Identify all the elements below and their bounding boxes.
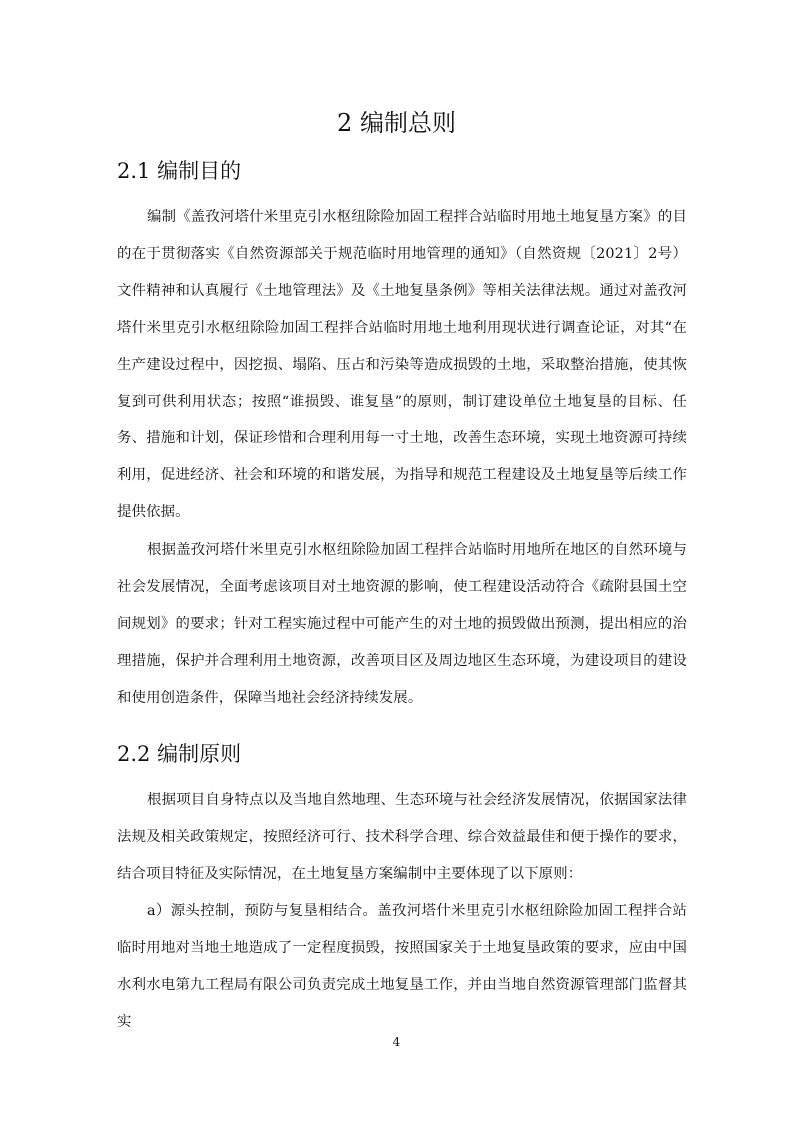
section-title-principles: 2.2 编制原则 — [117, 742, 242, 766]
paragraph-purpose-1: 编制《盖孜河塔什米里克引水枢纽除险加固工程拌合站临时用地土地复垦方案》的目的在于贯彻落实《自然资源部关于规范临时用地管理的通知》（自然资规〔2021〕2号）文件精神和认真履行《土地管理法》及《土地复垦条例》等相关法律法规。通过对盖孜河塔什米里克引水枢纽除险加固工程拌合站临时用地土地利用现状进行调查论证，对其“在生产建设过程中，因挖损、塌陷、压占和污染等造成损毁的土地，采取整治措施，使其恢复到可供利用状态；按照“谁损毁、谁复垦”的原则，制订建设单位土地复垦的目标、任务、措施和计划，保证珍惜和合理利用每一寸土地，改善生态环境，实现土地资源可持续利用，促进经济、社会和环境的和谐发展，为指导和规范工程建设及土地复垦等后续工作提供依据。 — [117, 209, 687, 521]
paragraph-purpose-2: 根据盖孜河塔什米里克引水枢纽除险加固工程拌合站临时用地所在地区的自然环境与社会发展情况，全面考虑该项目对土地资源的影响，使工程建设活动符合《疏附县国土空间规划》的要求；针对工程实施过程中可能产生的对土地的损毁做出预测，提出相应的治理措施，保护并合理利用土地资源，改善项目区及周边地区生态环境，为建设项目的建设和使用创造条件，保障当地社会经济持续发展。 — [117, 542, 687, 706]
paragraph-principles-1: 根据项目自身特点以及当地自然地理、生态环境与社会经济发展情况，依据国家法律法规及相关政策规定，按照经济可行、技术科学合理、综合效益最佳和便于操作的要求，结合项目特征及实际情况，在土地复垦方案编制中主要体现了以下原则： — [117, 792, 687, 882]
page-number: 4 — [392, 1035, 401, 1049]
paragraph-principles-2: a）源头控制，预防与复垦相结合。盖孜河塔什米里克引水枢纽除险加固工程拌合站临时用地对当地土地造成了一定程度损毁，按照国家关于土地复垦政策的要求，应由中国水利水电第九工程局有限公司负责完成土地复垦工作，并由当地自然资源管理部门监督其实 — [117, 903, 687, 1030]
chapter-title: 2 编制总则 — [337, 109, 456, 137]
section-title-purpose: 2.1 编制目的 — [117, 159, 242, 183]
